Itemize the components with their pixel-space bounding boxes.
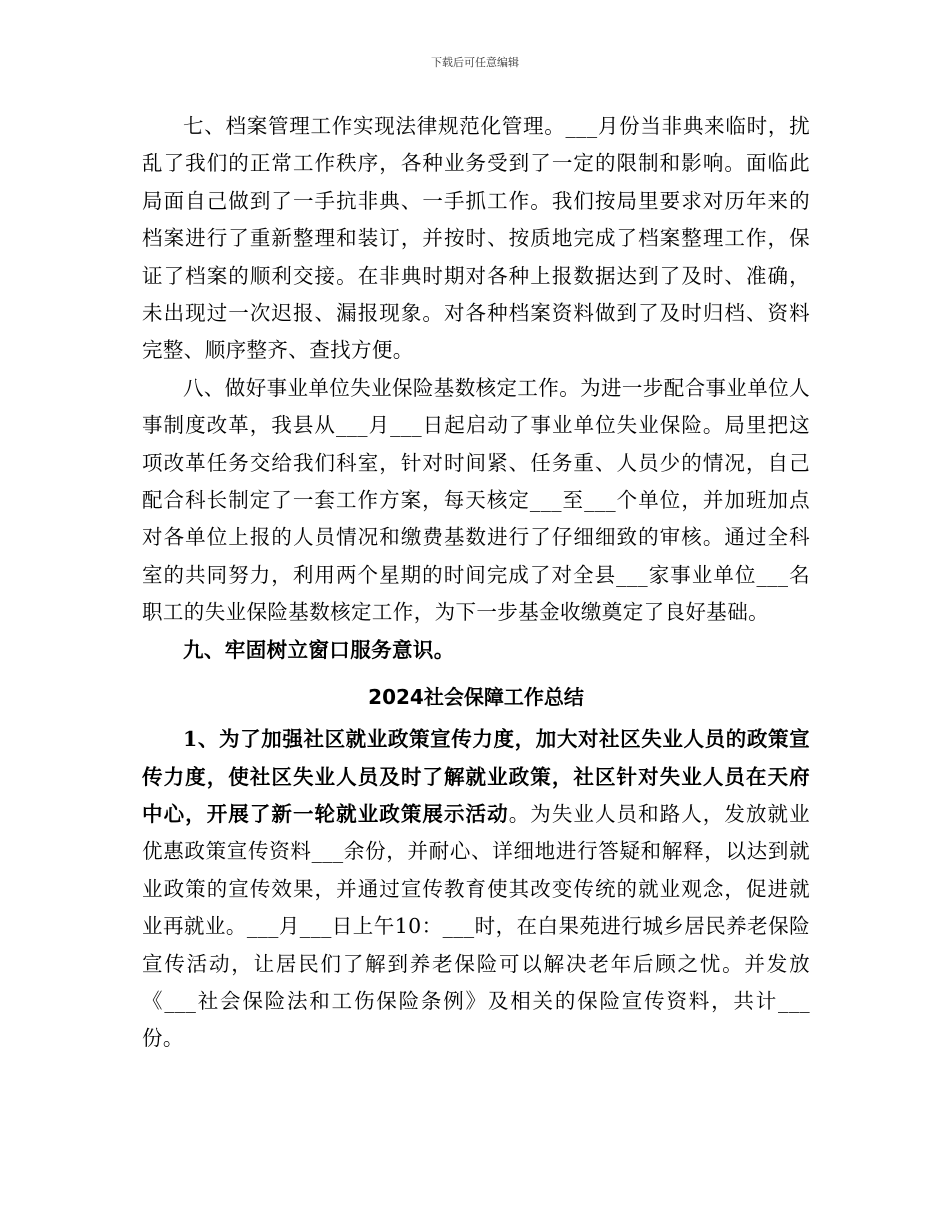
document-body xyxy=(142,108,810,1058)
item-1-bold-text: 1、为了加强社区就业政策宣传力度，加大对社区失业人员的政策宣传力度，使社区失业人员及时了解就业政策，社区针对失业人员在天府中心，开展了新一轮就业政策展示活动 xyxy=(142,727,810,826)
item-1-normal-text: 。为失业人员和路人，发放就业优惠政策宣传资料___余份，并耐心、详细地进行答疑和解释，以达到就业政策的宣传效果，并通过宣传教育使其改变传统的就业观念，促进就业再就业。___月___日上午10：___时，在白果苑进行城乡居民养老保险宣传活动，让居民们了解到养老保险可以解决老年后顾之忧。并发放《___社会保险法和工伤保险条例》及相关的保险宣传资料，共计___份。 xyxy=(142,801,810,1051)
paragraph-item-1 xyxy=(142,721,810,1058)
heading-section-9: 九、牢固树立窗口服务意识。 xyxy=(183,637,455,662)
paragraph-section-8: 八、做好事业单位失业保险基数核定工作。为进一步配合事业单位人事制度改革，我县从___月___日起启动了事业单位失业保险。局里把这项改革任务交给我们科室，针对时间紧、任务重、人员少的情况，自己配合科长制定了一套工作方案，每天核定___至___个单位，并加班加点对各单位上报的人员情况和缴费基数进行了仔细细致的审核。通过全科室的共同努力，利用两个星期的时间完成了对全县___家事业单位___名职工的失业保险基数核定工作，为下一步基金收缴奠定了良好基础。 xyxy=(142,375,810,625)
page-header: 下载后可任意编辑 xyxy=(431,56,519,69)
document-title: 2024社会保障工作总结 xyxy=(368,685,584,710)
paragraph-section-7: 七、档案管理工作实现法律规范化管理。___月份当非典来临时，扰乱了我们的正常工作秩序，各种业务受到了一定的限制和影响。面临此局面自己做到了一手抗非典、一手抓工作。我们按局里要求对历年来的档案进行了重新整理和装订，并按时、按质地完成了档案整理工作，保证了档案的顺利交接。在非典时期对各种上报数据达到了及时、准确，未出现过一次迟报、漏报现象。对各种档案资料做到了及时归档、资料完整、顺序整齐、查找方便。 xyxy=(142,114,810,363)
